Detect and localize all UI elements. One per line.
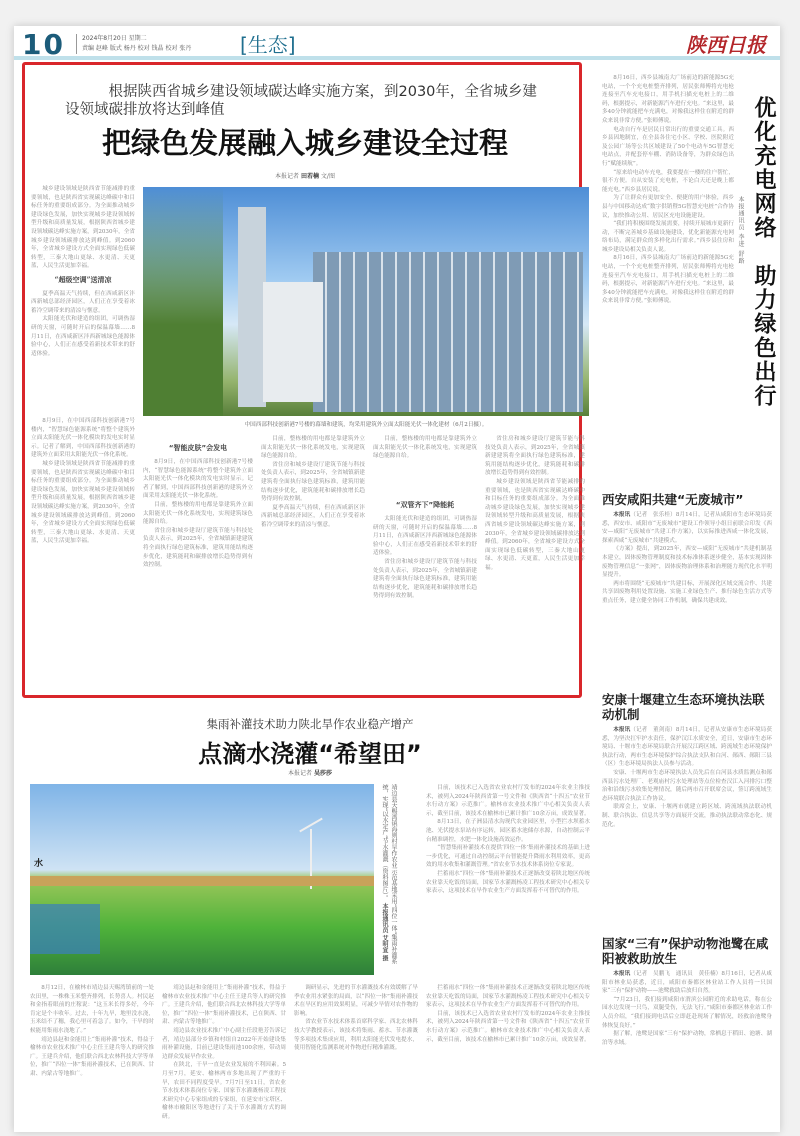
masthead-info	[76, 34, 191, 54]
lead-headline: 把绿色发展融入城乡建设全过程	[101, 126, 508, 160]
second-headline: 点滴水浇灌“希望田”	[198, 740, 422, 768]
paragraph: 省住房和城乡建设厅建筑节能与科技处负责人表示，到2025年，全省城镇新建建筑将全面执行绿色建筑标准，建筑用能结构逐步优化，建筑能耗和碳排放增长趋势得到有效控制。	[261, 461, 365, 503]
article-headline: 安康十堰建立生态环境执法联动机制	[602, 692, 765, 722]
lead-body-col5	[485, 435, 585, 693]
subhead: “双管齐下”降能耗	[395, 501, 455, 509]
subhead: “智能皮肤”会发电	[168, 444, 228, 452]
paragraph: 省农业节水技术体系首席科学家、西北农林科技大学教授表示，该技术将集雨、蓄水、节水灌溉等多项技术集成应用，利用太阳能光伏发电提水，使用智能化监测系统对作物进行精准灌溉。	[294, 1019, 418, 1052]
irrigation-photo	[30, 784, 374, 975]
newspaper-page	[14, 26, 780, 1132]
paragraph: 安康、十堰两市生态环境执法人员先后在白河县水质监测点和郧西县污水处理厂、老观庙村污水处理站等点位检查汉江入河排污口整治和沿线污水收集处理情况，随后两市召开联席会议，签订跨流域生态环境联合执法工作协议。	[602, 769, 772, 802]
paragraph: 8月13日，在子洲县清水沟现代农业园区里，小型拦水坝蓄水池、光伏提水泵站有序运转，园区蓄水池储存水源，自动控制云平台精准调控，水肥一体化设施高效运作。	[426, 819, 590, 843]
subhead: “超级空调”送清凉	[54, 274, 112, 284]
right-vertical-byline: 本报通讯员 李进 舒路	[737, 196, 744, 265]
paragraph: 拦蓄雨水“四位一体”集雨补灌技术正逐渐改变着陕北地区传统农业靠天吃饭的局面，国家节水灌溉杨凌工程技术研究中心相关专家表示，这项技术在旱作农业生产方面发挥着不可替代的作用。	[426, 870, 590, 895]
byline-name: 田若楠	[300, 173, 319, 180]
paragraph: 为了让群众有更加安全、便捷的用户体验，西乡县与中国移动达成“数字供销暨5G智慧充电桩”合作协议，加快推动公用、居民区充电设施建设。	[602, 195, 734, 219]
paragraph: 8月16日，西乡县城南大广场前边的新能源5G充电站，一个个充电桩整齐排列，居民张师傅将充电枪连接至汽车充电接口，用手机扫描充电桩上的二维码，根据提示，对新能源汽车进行充电。“来这里，最多40分钟就能把车充满电，对像我这样住在附近的群众来说非常方便。”张师傅说。	[602, 255, 734, 305]
lead-kicker: 根据陕西省城乡建设领域碳达峰实施方案，到2030年，全省城乡建设领域碳排放将达到峰值	[65, 84, 537, 118]
paragraph: 8月9日，在中国西部科技创新港7号楼内，“智慧绿色能源系统”将整个建筑外立面太阳能光伏一体化模块的发电实时显示。记者了解到，中国西部科技创新港的建筑外立面采用太阳能光伏一体化系统。	[31, 418, 135, 459]
second-body-right	[426, 784, 590, 979]
paragraph: “智慧集雨补灌技术在提供‘四位一体’集雨补灌技术的基础上进一步优化，可通过自动控制云平台智能提升降雨水利用效率，更高效的用水收集和灌溉管理。”省农业节水技术体系岗位专家说。	[426, 845, 590, 869]
paragraph: 省住房和城乡建设厅建筑节能与科技处负责人表示，到2025年，全省城镇新建建筑将全面执行绿色建筑标准，建筑用能结构逐步优化，建筑能耗和碳排放增长趋势得到有效控制。	[485, 436, 585, 477]
issue-date: 2024年8月20日 星期二	[82, 35, 147, 42]
paragraph: 目前，该技术已入选省农业农村厅发布的2024年农业主推技术，被列入2024年陕西省第一号文件和《陕西省“十四五”农业节水行动方案》示范推广。榆林市农业技术推广中心相关负责人表示，截至目前，该技术在榆林市已累计推广10余万亩，成效显著。	[426, 785, 590, 817]
paragraph: 8月12日，在榆林市靖边县天赐湾镇前的一处农田里，一株株玉米整齐排列，长势喜人。村民赵和金指着眼前的庄稼说：“这玉米长得多好，今年肯定是个丰收年。过去，十年九旱，地里没水浇，玉米结不了穗，我心里可着急了。如今，干旱的时候能用集雨水浇地了。”	[30, 985, 154, 1034]
paragraph: 目前，整栋楼的用电都是靠建筑外立面太阳能光伏一体化系统发电，实现建筑绿色能源自给。	[373, 436, 477, 460]
paragraph: 8月14日，记者从安康市生态环境局获悉，为坚决扛牢护水责任，保护汉江水质安全，近日，安康市生态环境局、十堰市生态环境局联合开展汉江跨区域、跨流域生态环境保护执法行动，两市生态环境保护综合执法支队和白河、郧西、郧阳三县（区）生态环境局执法人员参与活动。	[602, 727, 772, 768]
paragraph: 省住房和城乡建设厅建筑节能与科技处负责人表示，到2025年，全省城镇新建建筑将全面执行绿色建筑标准，建筑用能结构逐步优化，建筑能耗和碳排放增长趋势得到有效控制。	[143, 527, 253, 569]
masthead	[14, 26, 780, 60]
lead-body-col1	[31, 185, 135, 415]
paragraph: “原来给电动车充电，我要提在一楼的住户帮忙，很不方便。自从安装了充电桩，不论白天还是晚上都能充电。”西乡县居民说。	[602, 169, 734, 193]
byline: （记者 董剑南）	[630, 727, 676, 733]
byline-prefix: 本报记者	[288, 770, 313, 777]
paragraph: 8月9日，在中国西部科技创新港7号楼内，“智慧绿色能源系统”将整个建筑外立面太阳能光伏一体化模块的发电实时显示。记者了解到，中国西部科技创新港的建筑外立面采用太阳能光伏一体化系统。	[143, 459, 253, 500]
photo-credit: 本报通讯员 艾明宣 摄	[381, 903, 388, 962]
second-kicker: 集雨补灌技术助力陕北旱作农业稳产增产	[206, 717, 414, 731]
second-body-col2	[162, 984, 286, 1120]
paragraph: 《方案》提出，到2025年，西安—咸阳“无废城市”共建机制基本建立，固体废物管理制度和技术标准体系逐步健全，基本实现固体废物管理信息“一张网”，固体废物治理体系和治理能力现代化水平明显提升。	[602, 546, 772, 579]
caption-text: 靖边县天赐湾镇海则村旱作农业示范基地采用“四位一体”集雨补灌系统，实现“以水定产”节水灌溉（资料图片）。	[381, 784, 397, 965]
paragraph: 8月14日，记者从咸阳市生态环境局获悉，西安市、咸阳市“无废城市”建设工作领导小组日前联合印发《西安—咸阳“无废城市”共建工作方案》，以实际推进西咸一体化发展，探索西咸“无废城市”共建模式。	[602, 512, 772, 544]
paragraph: 夏季高温天气持续，但在西咸新区沣西新城总部经济园区，人们正在享受着冰蓄冷空调带来的清凉与惬意。	[261, 504, 365, 528]
lead-byline	[25, 171, 585, 180]
paragraph: 两市将围绕“无废城市”共建目标，开展深化区域交流合作、共建共享固废物利用处置设施、实施工业绿色生产、推行绿色生活方式等重点任务，建立健全协同工作机制，确保共建成效。	[602, 580, 772, 604]
second-body-col3	[294, 984, 418, 1104]
right-lead-body	[602, 74, 734, 452]
paragraph: 8月16日，记者从咸阳市林业局获悉，近日，咸阳市秦都区林业站工作人员将一只国家“三有”保护动物——池鹭救助后放归自然。	[602, 971, 772, 995]
article-xian-xianyang	[602, 492, 772, 681]
second-byline	[30, 768, 590, 777]
paragraph: 在陕北，干旱一直是农业发展的不利因素。5月至7月，延安、榆林两市多地出现了严重的干旱，农田不同程度受旱。7月7日至11日，省农业节水技术体系岗位专家、国家节水灌溉杨凌工程技术研究中心专家组成的专家组，在延安市宝塔区、榆林市榆阳区等地进行了关于节水灌溉方式的调研。	[162, 1062, 286, 1120]
paragraph: 电动自行车是居民日常出行的重要交通工具。西乡县因地制宜，在全县各住宅小区、学校、医院附近及公园广场等公共区域建设了50个电动车5G智慧充电站点，并配套停车棚、消防设备等，为群众绿色出行“赋能续航”。	[602, 126, 734, 167]
paragraph: 城乡建设领域是陕西省节能减排的重要领域，也是陕西省实现碳达峰碳中和目标任务的重要组成部分。为全面推动城乡建设绿色发展，加快实现城乡建设领域转型升级和高质量发展，根据陕西省城乡建设领域碳达峰实施方案，到2030年，全省城乡建设领域碳排放达到峰值。到2060年，全省城乡建设方式全面实现绿色低碳转型，三秦大地山更绿、水更清、天更蓝，人民生活更加幸福。	[31, 186, 135, 270]
byline-suffix: 文/图	[320, 173, 335, 180]
source-tag: 本报讯	[613, 727, 631, 733]
paragraph: 太阳能光伏和建造的组团，可调热湿研的天窗，可随时开启的保温幕墙……8月11日，在西咸新区沣西新城绿色能源体验中心，人们正在感受着新技术带来的舒适体验。	[31, 316, 135, 357]
paragraph: 夏季高温天气持续，但在西咸新区沣西新城总部经济园区，人们正在享受着冰蓄冷空调带来的清凉与惬意。	[31, 290, 135, 314]
paragraph: 城乡建设领域是陕西省节能减排的重要领域，也是陕西省实现碳达峰碳中和目标任务的重要组成部分。为全面推动城乡建设绿色发展，加快实现城乡建设领域转型升级和高质量发展，根据陕西省城乡建设领域碳达峰实施方案，到2030年，全省城乡建设领域碳排放达到峰值。到2060年，全省城乡建设方式全面实现绿色低碳转型，三秦大地山更绿、水更清、天更蓝，人民生活更加幸福。	[31, 460, 135, 545]
photo-sign: 水	[34, 859, 44, 869]
byline-prefix: 本报记者	[275, 173, 300, 180]
lead-body-col1b	[31, 417, 135, 693]
second-body-col4	[426, 984, 590, 1104]
paragraph: 靖边县赵和金能用上“集雨补灌”技术，得益于榆林市农业技术推广中心主任王建兵等人的研究推广。王建兵介绍，他们联合西北农林科技大学等单位，推广“四位一体”集雨补灌技术，已在陕西、甘肃、内蒙古等地推广。	[30, 1036, 154, 1077]
lead-body-col4	[373, 435, 477, 693]
paragraph: 目前，整栋楼的用电都是靠建筑外立面太阳能光伏一体化系统发电，实现建筑绿色能源自给。	[143, 501, 253, 526]
paragraph: 省住房和城乡建设厅建筑节能与科技处负责人表示，到2025年，全省城镇新建建筑将全面执行绿色建筑标准，建筑用能结构逐步优化，建筑能耗和碳排放增长趋势得到有效控制。	[373, 558, 477, 600]
paragraph: 城乡建设领域是陕西省节能减排的重要领域，也是陕西省实现碳达峰碳中和目标任务的重要组成部分。为全面推动城乡建设绿色发展，加快实现城乡建设领域转型升级和高质量发展，根据陕西省城乡建设领域碳达峰实施方案，到2030年，全省城乡建设领域碳排放达到峰值。到2060年，全省城乡建设方式全面实现绿色低碳转型，三秦大地山更绿、水更清、天更蓝，人民生活更加幸福。	[485, 478, 585, 571]
section-title: [生态]	[240, 33, 296, 57]
paragraph: 目前，整栋楼的用电都是靠建筑外立面太阳能光伏一体化系统发电，实现建筑绿色能源自给。	[261, 436, 365, 460]
lead-article-highlight	[22, 62, 585, 698]
paragraph: 靖边县农业技术推广中心副主任段艳芳告诉记者，靖边县部分乡镇和村组自2022年开始建设集雨补灌设施，目前已建设集雨池100余座，带动周边群众发展旱作农业。	[162, 1027, 286, 1060]
irrigation-photo-caption	[380, 784, 398, 975]
second-body-col1	[30, 984, 154, 1104]
paragraph: 联席会上，安康、十堰两市就建立跨区域、跨流域执法联动机制、联合执法、信息共享等方面展开交流，推动执法联动常态化、规范化。	[602, 804, 772, 828]
paragraph: 8月16日，西乡县城南大广场前边的新能源5G充电站，一个个充电桩整齐排列，居民张师傅将充电枪连接至汽车充电接口，用手机扫描充电桩上的二维码，根据提示，对新能源汽车进行充电。“来这里，最多40分钟就能把车充满电，对像我这样住在附近的群众来说非常方便。”张师傅说。	[602, 75, 734, 124]
lead-body-col2	[143, 435, 253, 693]
source-tag: 本报讯	[613, 971, 631, 977]
byline: （记者 吴鹏飞 通讯员 黄佳楠）	[630, 971, 722, 977]
right-vertical-headline: 优化充电网络 助力绿色出行	[751, 96, 776, 408]
paragraph: 目前，该技术已入选省农业农村厅发布的2024年农业主推技术，被列入2024年陕西省第一号文件和《陕西省“十四五”农业节水行动方案》示范推广。榆林市农业技术推广中心相关负责人表示，截至目前，该技术在榆林市已累计推广10余万亩，成效显著。	[426, 1010, 590, 1043]
source-tag: 本报讯	[613, 512, 631, 518]
article-headline: 西安咸阳共建“无废城市”	[602, 492, 744, 507]
lead-photo-caption: 中国西部科技创新港7号楼的幕墙和建筑，均采用建筑外立面太阳能光伏一体化建材（6月2日摄）。	[244, 422, 488, 428]
article-ankang-shiyan	[602, 692, 772, 936]
byline: （记者 张乐桂）	[630, 512, 676, 518]
article-headline: 国家“三有”保护动物池鹭在咸阳被救助放生	[602, 936, 769, 966]
lead-body-col3	[261, 435, 365, 693]
paragraph: 拦蓄雨水“四位一体”集雨补灌技术正逐渐改变着陕北地区传统农业靠天吃饭的局面，国家节水灌溉杨凌工程技术研究中心相关专家表示，这项技术在旱作农业生产方面发挥着不可替代的作用。	[426, 985, 590, 1009]
paragraph: 调研显示，先进的节水灌溉技术有效缓解了旱季农业用水紧张的局面，以“四位一体”集雨补灌技术在旱区的应用效果明显，可减少旱情对农作物的影响。	[294, 985, 418, 1017]
editor-credits: 责编 赵峰 版式 杨丹 校对 钱晶 校对 张丹	[82, 45, 192, 52]
lead-photo	[143, 187, 589, 416]
newspaper-logo: 陕西日报	[686, 33, 766, 57]
paragraph: 靖边县赵和金能用上“集雨补灌”技术，得益于榆林市农业技术推广中心主任王建兵等人的研究推广。王建兵介绍，他们联合西北农林科技大学等单位，推广“四位一体”集雨补灌技术，已在陕西、甘肃、内蒙古等地推广。	[162, 985, 286, 1026]
article-egret-rescue	[602, 936, 772, 1135]
paragraph: “7月23日，我们接到咸阳市渭滨公园附近的求助电话，称在公园水边发现一只鸟，双腿受伤，无法飞行。”咸阳市秦都区林业站工作人员介绍，“我们接到电话后立即赶赴现场了解情况，经救治池鹭身体恢复良好。”	[602, 996, 772, 1029]
page-number: 10	[22, 28, 65, 61]
paragraph: 太阳能光伏和建造的组团，可调热湿研的天窗，可随时开启的保温幕墙……8月11日，在西咸新区沣西新城绿色能源体验中心，人们正在感受着新技术带来的舒适体验。	[373, 516, 477, 557]
paragraph: “我们将积极围绕发展需要，持续开展城市更新行动，不断完善城乡基础设施建设，优化新能源充电网络布局，满足群众的多样化出行需求。”西乡县住房和城乡建设局相关负责人说。	[602, 221, 734, 253]
paragraph: 据了解，池鹭是国家“三有”保护动物，常栖息于稻田、池塘、湖泊等水域。	[602, 1031, 772, 1046]
byline-name: 吴莎莎	[313, 770, 332, 777]
